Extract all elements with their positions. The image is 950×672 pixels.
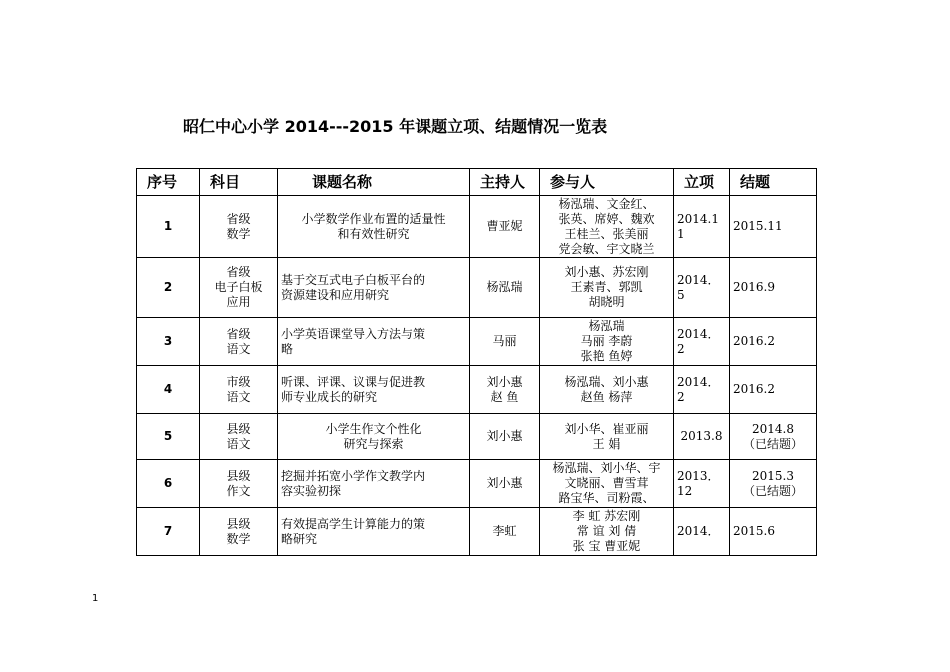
table-cell-host: 曹亚妮 [470, 196, 540, 258]
table-cell-end: 2016.2 [730, 366, 817, 414]
projects-table [136, 168, 817, 556]
table-header-row [137, 169, 817, 196]
header-start: 立项 [674, 169, 730, 196]
table-cell-seq: 3 [137, 318, 200, 366]
table-row [137, 196, 817, 258]
header-end: 结题 [730, 169, 817, 196]
table-cell-seq: 1 [137, 196, 200, 258]
table-cell-end: 2016.9 [730, 258, 817, 318]
table-cell-seq: 5 [137, 414, 200, 460]
table-row [137, 414, 817, 460]
table-cell-start: 2014． 2 [674, 366, 730, 414]
table-cell-seq: 7 [137, 508, 200, 556]
header-participants: 参与人 [540, 169, 674, 196]
table-cell-host: 杨泓瑞 [470, 258, 540, 318]
table-cell-name: 小学英语课堂导入方法与策 略 [278, 318, 470, 366]
header-name: 课题名称 [278, 169, 470, 196]
table-cell-name: 小学生作文个性化 研究与探索 [278, 414, 470, 460]
table-cell-participants: 刘小华、崔亚丽 王 娟 [540, 414, 674, 460]
table-cell-end: 2016.2 [730, 318, 817, 366]
table-cell-name: 小学数学作业布置的适量性 和有效性研究 [278, 196, 470, 258]
table-row [137, 460, 817, 508]
header-host: 主持人 [470, 169, 540, 196]
table-cell-participants: 刘小惠、苏宏刚 王素青、郭凯 胡晓明 [540, 258, 674, 318]
table-row [137, 366, 817, 414]
table-cell-start: 2014.1 1 [674, 196, 730, 258]
table-cell-participants: 杨泓瑞、文金红、 张英、席婷、魏欢 王桂兰、张美丽 党会敏、宇文晓兰 [540, 196, 674, 258]
table-cell-subject: 市级 语文 [200, 366, 278, 414]
table-cell-subject: 县级 作文 [200, 460, 278, 508]
table-cell-subject: 县级 数学 [200, 508, 278, 556]
table-cell-subject: 省级 数学 [200, 196, 278, 258]
page-title: 昭仁中心小学 2014---2015 年课题立项、结题情况一览表 [183, 117, 608, 136]
table-cell-host: 刘小惠 赵 鱼 [470, 366, 540, 414]
table-cell-seq: 2 [137, 258, 200, 318]
table-row [137, 508, 817, 556]
table-cell-participants: 杨泓瑞、刘小华、宇 文晓丽、曹雪茸 路宝华、司粉霞、 [540, 460, 674, 508]
table-cell-name: 听课、评课、议课与促进教 师专业成长的研究 [278, 366, 470, 414]
table-cell-subject: 县级 语文 [200, 414, 278, 460]
table-cell-seq: 6 [137, 460, 200, 508]
table-cell-host: 李虹 [470, 508, 540, 556]
header-seq: 序号 [137, 169, 200, 196]
table-cell-name: 挖掘并拓宽小学作文教学内 容实验初探 [278, 460, 470, 508]
table-cell-host: 刘小惠 [470, 414, 540, 460]
table-row [137, 318, 817, 366]
table-cell-start: 2013.8 [674, 414, 730, 460]
header-subject: 科目 [200, 169, 278, 196]
table-row [137, 258, 817, 318]
table-cell-participants: 杨泓瑞、刘小惠 赵鱼 杨萍 [540, 366, 674, 414]
table-cell-end: 2015.6 [730, 508, 817, 556]
table-cell-host: 刘小惠 [470, 460, 540, 508]
table-cell-subject: 省级 语文 [200, 318, 278, 366]
table-cell-participants: 杨泓瑞 马丽 李蔚 张艳 鱼婷 [540, 318, 674, 366]
table-cell-name: 有效提高学生计算能力的策 略研究 [278, 508, 470, 556]
table-cell-seq: 4 [137, 366, 200, 414]
table-cell-end: 2015.11 [730, 196, 817, 258]
table-cell-start: 2014． 2 [674, 318, 730, 366]
table-cell-host: 马丽 [470, 318, 540, 366]
table-cell-start: 2014． 5 [674, 258, 730, 318]
table-cell-end: 2015.3 （已结题） [730, 460, 817, 508]
table-cell-end: 2014.8 （已结题） [730, 414, 817, 460]
table-cell-name: 基于交互式电子白板平台的 资源建设和应用研究 [278, 258, 470, 318]
table-cell-start: 2013． 12 [674, 460, 730, 508]
table-cell-participants: 李 虹 苏宏刚 常 谊 刘 倩 张 宝 曹亚妮 [540, 508, 674, 556]
page-number: 1 [92, 593, 99, 604]
table-cell-start: 2014． [674, 508, 730, 556]
table-cell-subject: 省级 电子白板 应用 [200, 258, 278, 318]
